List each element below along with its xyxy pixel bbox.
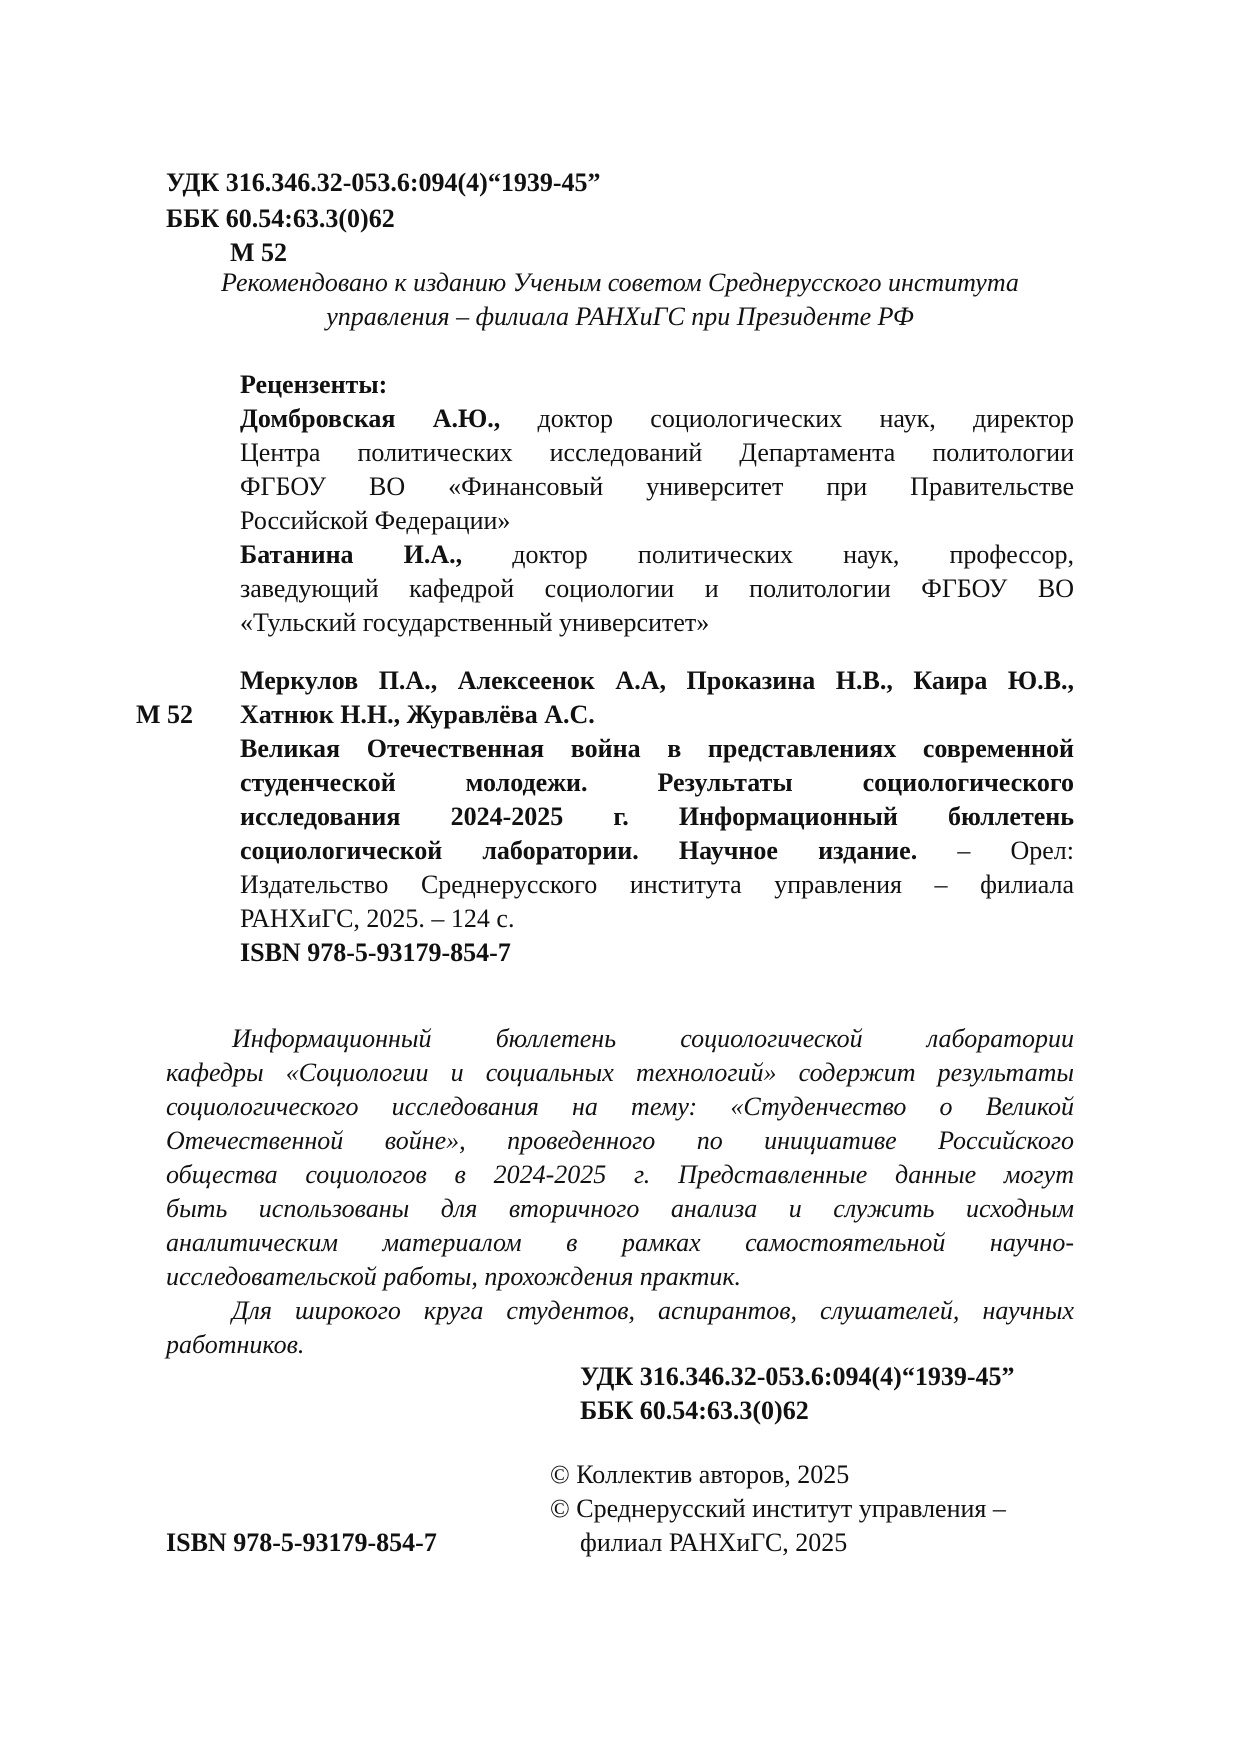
- authors-line-2: Хатнюк Н.Н., Журавлёва А.С.: [240, 700, 595, 729]
- publisher-line-2: РАНХиГС, 2025. – 124 с.: [240, 904, 515, 933]
- recommendation-line-1: Рекомендовано к изданию Ученым советом Среднерусского института: [221, 268, 1019, 297]
- title-line-3: исследования 2024-2025 г. Информационный бюллетень: [240, 802, 1074, 831]
- annotation-line-6: быть использованы для вторичного анализа и служить исходным: [166, 1194, 1074, 1223]
- publisher-line-1: Издательство Среднерусского института управления – филиала: [240, 870, 1074, 899]
- copyright-authors: © Коллектив авторов, 2025: [550, 1460, 850, 1489]
- authors-line-1: Меркулов П.А., Алексеенок А.А, Проказина Н.В., Каира Ю.В.,: [240, 666, 1074, 695]
- reviewers-heading: Рецензенты:: [240, 370, 388, 399]
- annotation-line-3: социологического исследования на тему: «Студенчество о Великой: [166, 1092, 1074, 1121]
- annotation: [166, 1022, 1074, 1362]
- copyright-institute-line-1: © Среднерусский институт управления –: [550, 1494, 1006, 1523]
- title-line-1: Великая Отечественная война в представлениях современной: [240, 734, 1074, 763]
- author-mark-top: М 52: [230, 238, 288, 267]
- bibliographic-description: [240, 664, 1074, 970]
- reviewer-1-line-3: ФГБОУ ВО «Финансовый университет при Правительстве: [240, 472, 1074, 501]
- reviewer-2-line-3: «Тульский государственный университет»: [240, 608, 710, 637]
- reviewer-1-line-2: Центра политических исследований Департамента политологии: [240, 438, 1074, 467]
- reviewers-block: [240, 368, 1074, 640]
- reviewer-1-name: Домбровская А.Ю.,: [240, 404, 501, 433]
- reviewer-1-line-4: Российской Федерации»: [240, 506, 511, 535]
- recommendation-line-2: управления – филиала РАНХиГС при Президенте РФ: [326, 302, 914, 331]
- reviewer-1-title: доктор социологических наук, директор: [500, 404, 1074, 433]
- audience-line-1: Для широкого круга студентов, аспирантов, слушателей, научных: [232, 1296, 1074, 1325]
- isbn-biblio: ISBN 978-5-93179-854-7: [240, 938, 511, 967]
- title-line-2: студенческой молодежи. Результаты социологического: [240, 768, 1074, 797]
- annotation-line-4: Отечественной войне», проведенного по инициативе Российского: [166, 1126, 1074, 1155]
- annotation-line-5: общества социологов в 2024-2025 г. Представленные данные могут: [166, 1160, 1074, 1189]
- reviewer-2-line-2: заведующий кафедрой социологии и политологии ФГБОУ ВО: [240, 574, 1074, 603]
- copyright-institute-line-2: филиал РАНХиГС, 2025: [580, 1528, 848, 1557]
- annotation-line-7: аналитическим материалом в рамках самостоятельной научно-: [166, 1228, 1074, 1257]
- bbk-code-bottom: ББК 60.54:63.3(0)62: [580, 1396, 809, 1425]
- udk-code-top: УДК 316.346.32-053.6:094(4)“1939-45”: [166, 168, 601, 197]
- audience-line-2: работников.: [166, 1330, 305, 1359]
- title-line-4-bold: социологической лаборатории. Научное издание.: [240, 836, 918, 865]
- recommendation: [160, 266, 1080, 334]
- reviewer-1-line-1: [240, 402, 1074, 436]
- annotation-line-1: Информационный бюллетень социологической лаборатории: [232, 1024, 1074, 1053]
- reviewer-2-title: доктор политических наук, профессор,: [462, 540, 1074, 569]
- reviewer-2-line-1: [240, 538, 1074, 572]
- title-line-4-rest: – Орел:: [917, 836, 1075, 865]
- title-line-4: [240, 834, 1074, 868]
- udk-code-bottom: УДК 316.346.32-053.6:094(4)“1939-45”: [580, 1362, 1015, 1391]
- reviewer-2-name: Батанина И.А.,: [240, 540, 463, 569]
- isbn-bottom: ISBN 978-5-93179-854-7: [166, 1528, 437, 1557]
- bbk-code-top: ББК 60.54:63.3(0)62: [166, 204, 395, 233]
- annotation-line-2: кафедры «Социологии и социальных технологий» содержит результаты: [166, 1058, 1074, 1087]
- annotation-line-8: исследовательской работы, прохождения практик.: [166, 1262, 742, 1291]
- author-mark-side: М 52: [136, 700, 194, 729]
